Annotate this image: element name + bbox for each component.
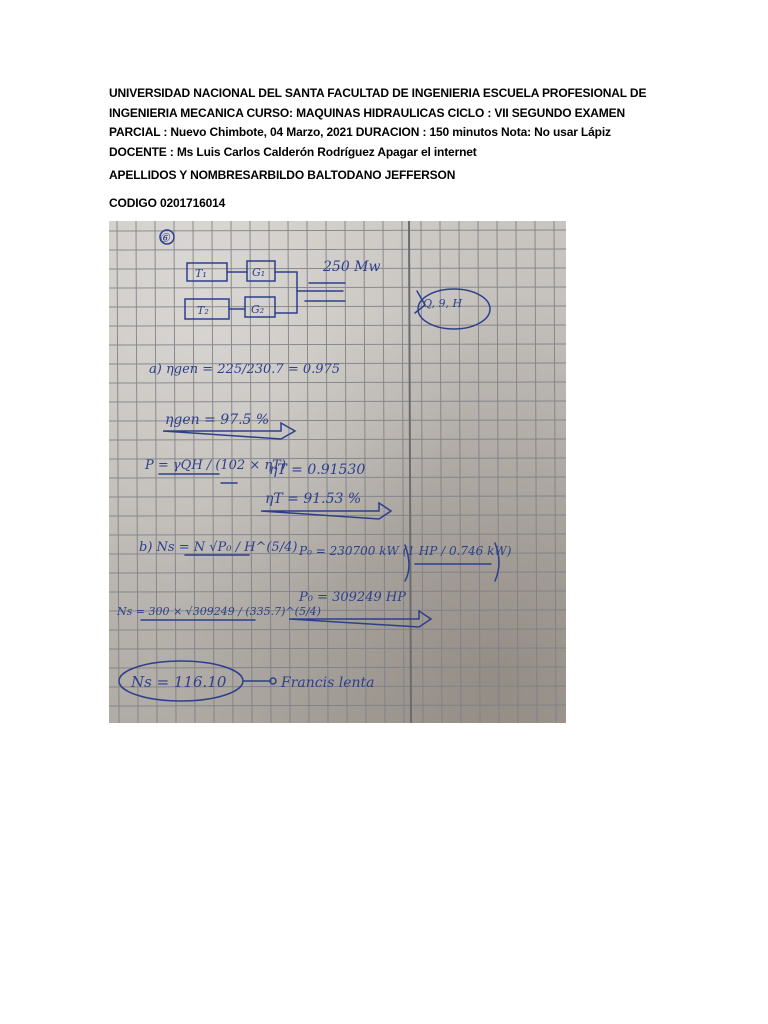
student-names-field: APELLIDOS Y NOMBRESARBILDO BALTODANO JEFFERSON: [109, 168, 456, 182]
grid-paper: [109, 221, 566, 723]
exam-header: [109, 84, 669, 162]
label-g2: G₂: [251, 303, 265, 316]
problem-number: ⑥: [159, 231, 170, 245]
handwritten-solution-photo: [109, 221, 566, 723]
label-t1: T₁: [195, 267, 207, 280]
grid-line-vertical: [117, 221, 119, 723]
grid-line-horizontal: [109, 534, 566, 535]
margin-line: [409, 221, 411, 723]
eq-ns-formula: b) Ns = N √P₀ / H^(5/4): [139, 540, 298, 555]
student-code-field: CODIGO 0201716014: [109, 196, 226, 210]
eq-ngen-fraction: a) ηgen = 225/230.7 = 0.975: [149, 362, 341, 377]
grid-line-horizontal: [109, 705, 566, 706]
power-label: 250 Mw: [323, 259, 381, 275]
grid-line-vertical: [136, 221, 138, 723]
header-line-4: DOCENTE : Ms Luis Carlos Calderón Rodríguez Apagar el internet: [109, 144, 477, 159]
label-t2: T₂: [197, 304, 209, 317]
header-line-2: INGENIERIA MECANICA CURSO: MAQUINAS HIDRAULICAS CICLO : VII SEGUNDO EXAMEN: [109, 105, 626, 120]
label-g1: G₁: [252, 266, 266, 279]
eq-ngen-percent: ηgen = 97.5 %: [165, 412, 270, 428]
eq-p0-hp: P₀ = 309249 HP: [299, 590, 406, 605]
grid-line-horizontal: [109, 667, 566, 668]
eq-nt-percent: ηT = 91.53 %: [265, 491, 362, 507]
circled-variables: Q, 9, H: [423, 297, 463, 310]
eq-power: P = γQH / (102 × ηT): [145, 458, 286, 473]
grid-line-horizontal: [109, 648, 566, 649]
grid-line-horizontal: [109, 629, 566, 630]
grid-line-vertical: [383, 221, 385, 723]
header-line-1: UNIVERSIDAD NACIONAL DEL SANTA FACULTAD DE INGENIERIA ESCUELA PROFESIONAL DE: [109, 86, 647, 100]
grid-line-vertical: [402, 221, 404, 723]
eq-ns-numeric: Ns = 300 × √309249 / (335.7)^(5/4): [117, 605, 321, 618]
eq-p0-conversion: P₀ = 230700 kW (1 HP / 0.746 kW): [299, 544, 512, 558]
eq-ns-result: Ns = 116.10: [131, 673, 227, 691]
header-line-3: PARCIAL : Nuevo Chimbote, 04 Marzo, 2021 DURACION : 150 minutos Nota: No usar Lápiz: [109, 125, 611, 139]
turbine-type: Francis lenta: [281, 675, 375, 691]
eq-nt-value: ηT = 0.91530: [269, 462, 366, 478]
